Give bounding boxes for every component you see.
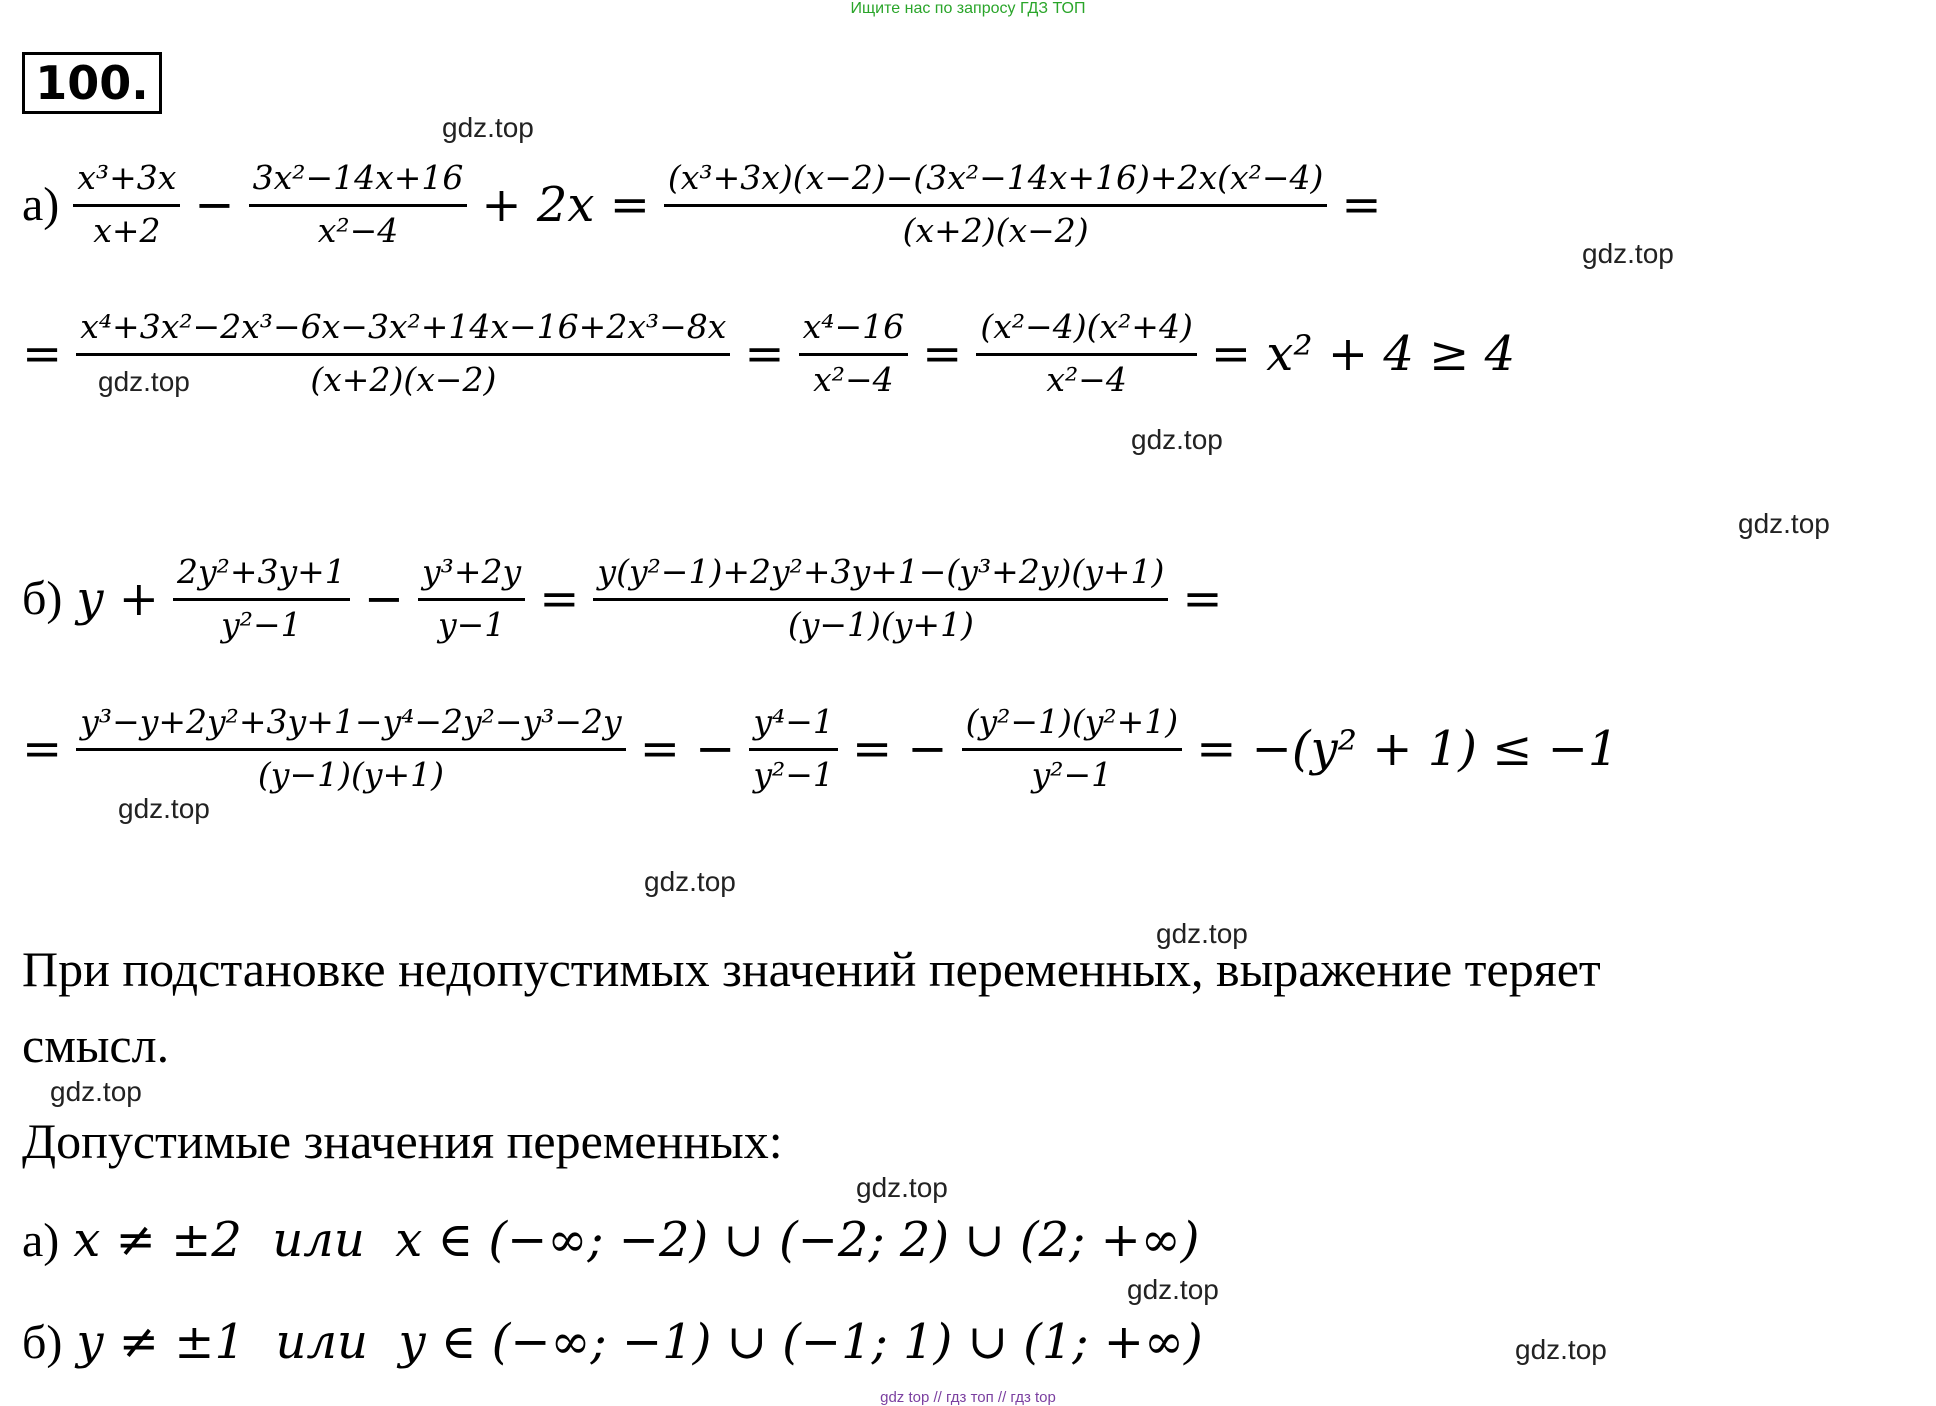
fraction — [76, 700, 625, 797]
denominator: x²−4 — [317, 211, 399, 250]
operator: + 2x = — [481, 176, 650, 233]
numerator: x⁴+3x²−2x³−6x−3x²+14x−16+2x³−8x — [80, 307, 727, 346]
watermark: gdz.top — [1738, 508, 1830, 539]
result: = −(y² + 1) ≤ −1 — [1196, 720, 1619, 777]
numerator: 3x²−14x+16 — [252, 158, 464, 197]
watermark: gdz.top — [50, 1076, 142, 1107]
result: = x² + 4 ≥ 4 — [1210, 325, 1516, 382]
denominator: x²−4 — [813, 360, 894, 399]
footer-note: gdz top // гдз топ // гдз top — [880, 1389, 1056, 1406]
numerator: y³+2y — [422, 552, 522, 591]
numerator: 2y²+3y+1 — [177, 552, 346, 591]
fraction — [173, 550, 350, 647]
operator: = — [22, 325, 63, 382]
watermark: gdz.top — [1131, 424, 1223, 455]
fraction — [418, 550, 525, 647]
denominator: y−1 — [437, 605, 506, 644]
part-a-line1 — [22, 156, 1396, 253]
fraction — [962, 700, 1183, 797]
operator: = − — [639, 720, 736, 777]
fraction — [593, 550, 1168, 647]
numerator: (x³+3x)(x−2)−(3x²−14x+16)+2x(x²−4) — [667, 158, 1324, 197]
numerator: x⁴−16 — [802, 307, 905, 346]
denominator: (y−1)(y+1) — [787, 605, 974, 644]
denominator: y²−1 — [221, 605, 302, 644]
numerator: y⁴−1 — [753, 702, 834, 741]
operator: = — [1341, 176, 1382, 233]
watermark: gdz.top — [856, 1172, 948, 1203]
denominator: (x+2)(x−2) — [310, 360, 497, 399]
watermark: gdz.top — [118, 793, 210, 824]
numerator: (y²−1)(y²+1) — [965, 702, 1179, 741]
watermark: gdz.top — [1156, 918, 1248, 949]
fraction — [249, 156, 468, 253]
watermark: gdz.top — [644, 866, 736, 897]
denominator: y²−1 — [1031, 755, 1113, 794]
operator: = — [744, 325, 785, 382]
answer-a-label: а) — [22, 1213, 60, 1267]
denominator: (y−1)(y+1) — [257, 755, 444, 794]
watermark: gdz.top — [1582, 238, 1674, 269]
watermark: gdz.top — [1515, 1334, 1607, 1365]
part-b-line2 — [22, 700, 1632, 797]
operator: = — [22, 720, 63, 777]
watermark: gdz.top — [98, 366, 190, 397]
search-hint: Ищите нас по запросу ГДЗ ТОП — [850, 0, 1086, 17]
operator: = — [539, 570, 580, 627]
watermark: gdz.top — [442, 112, 534, 143]
operator: = — [1182, 570, 1223, 627]
denominator: x+2 — [93, 211, 161, 250]
denominator: (x+2)(x−2) — [902, 211, 1089, 250]
part-b-label: б) — [22, 572, 63, 625]
operator: = — [922, 325, 963, 382]
part-b-line1 — [22, 550, 1237, 647]
denominator: y²−1 — [753, 755, 834, 794]
fraction — [76, 305, 730, 402]
task-number: 100. — [22, 52, 162, 114]
operator: y + — [76, 570, 159, 627]
answer-b-expression: y ≠ ±1 или y ∈ (−∞; −1) ∪ (−1; 1) ∪ (1; +∞) — [76, 1314, 1203, 1370]
fraction — [664, 156, 1327, 253]
numerator: (x²−4)(x²+4) — [980, 307, 1193, 346]
operator: − — [363, 570, 405, 627]
answer-b — [22, 1314, 1217, 1370]
answer-a — [22, 1212, 1214, 1268]
numerator: y³−y+2y²+3y+1−y⁴−2y²−y³−2y — [80, 702, 622, 741]
fraction — [976, 305, 1196, 402]
part-a-line2 — [22, 305, 1529, 402]
explanation-line2: смысл. — [22, 1017, 170, 1073]
part-a-label: а) — [22, 178, 60, 231]
denominator: x²−4 — [1046, 360, 1127, 399]
numerator: y(y²−1)+2y²+3y+1−(y³+2y)(y+1) — [597, 552, 1165, 591]
answer-a-expression: x ≠ ±2 или x ∈ (−∞; −2) ∪ (−2; 2) ∪ (2; +∞) — [73, 1212, 1200, 1268]
domain-heading: Допустимые значения переменных: — [22, 1113, 783, 1169]
operator: = − — [851, 720, 948, 777]
numerator: x³+3x — [77, 158, 177, 197]
watermark: gdz.top — [1127, 1274, 1219, 1305]
operator: − — [194, 176, 235, 233]
explanation-line1: При подстановке недопустимых значений переменных, выражение теряет — [22, 941, 1601, 997]
answer-b-label: б) — [22, 1315, 63, 1369]
fraction — [799, 305, 908, 402]
fraction — [749, 700, 838, 797]
fraction — [73, 156, 180, 253]
